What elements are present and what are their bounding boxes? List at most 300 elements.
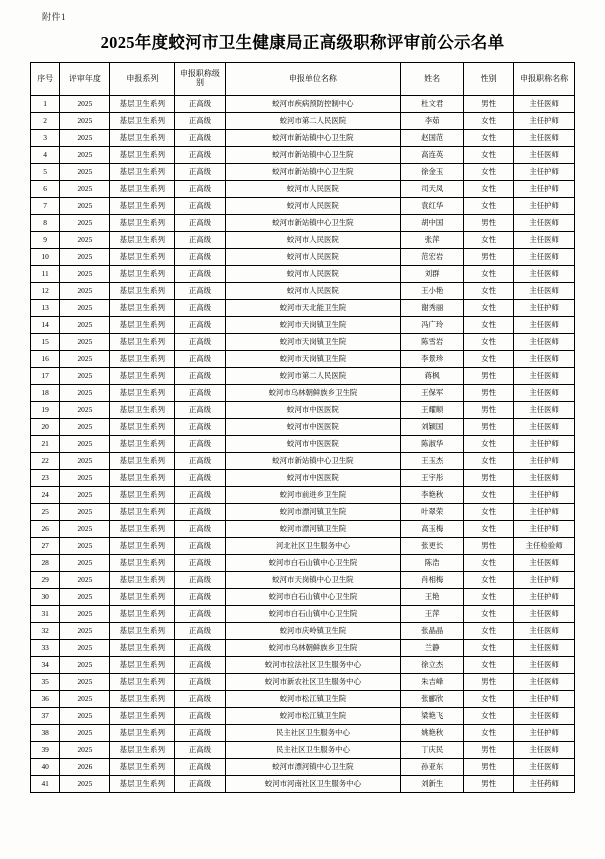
cell-name: 谢秀丽 (401, 300, 464, 317)
cell-year: 2025 (60, 487, 110, 504)
table-row (31, 300, 575, 317)
cell-index: 12 (31, 283, 60, 300)
cell-unit: 蛟河市新站镇中心卫生院 (225, 147, 401, 164)
table-row (31, 215, 575, 232)
cell-level: 正高级 (175, 317, 225, 334)
cell-name: 李茹 (401, 113, 464, 130)
cell-unit: 蛟河市人民医院 (225, 232, 401, 249)
cell-name: 丁庆民 (401, 742, 464, 759)
cell-name: 张更长 (401, 538, 464, 555)
cell-unit: 蛟河市中医医院 (225, 402, 401, 419)
cell-unit: 民主社区卫生服务中心 (225, 725, 401, 742)
cell-gender: 女性 (464, 691, 514, 708)
cell-title: 主任医师 (514, 623, 575, 640)
cell-unit: 蛟河市天岗镇卫生院 (225, 317, 401, 334)
cell-gender: 女性 (464, 300, 514, 317)
cell-unit: 蛟河市庆岭镇卫生院 (225, 623, 401, 640)
cell-name: 范宏岩 (401, 249, 464, 266)
cell-gender: 女性 (464, 623, 514, 640)
cell-gender: 女性 (464, 504, 514, 521)
table-row (31, 283, 575, 300)
cell-unit: 蛟河市第二人民医院 (225, 368, 401, 385)
cell-level: 正高级 (175, 589, 225, 606)
cell-index: 3 (31, 130, 60, 147)
cell-index: 40 (31, 759, 60, 776)
cell-unit: 蛟河市漂河镇中心卫生院 (225, 759, 401, 776)
cell-unit: 蛟河市天岗镇卫生院 (225, 351, 401, 368)
cell-gender: 男性 (464, 96, 514, 113)
cell-series: 基层卫生系列 (110, 725, 175, 742)
cell-year: 2025 (60, 300, 110, 317)
cell-series: 基层卫生系列 (110, 674, 175, 691)
cell-year: 2025 (60, 674, 110, 691)
cell-index: 33 (31, 640, 60, 657)
cell-gender: 男性 (464, 674, 514, 691)
cell-name: 冯广玲 (401, 317, 464, 334)
cell-unit: 蛟河市乌林朝鲜族乡卫生院 (225, 640, 401, 657)
cell-year: 2025 (60, 623, 110, 640)
column-header-year: 评审年度 (60, 63, 110, 96)
cell-level: 正高级 (175, 351, 225, 368)
cell-series: 基层卫生系列 (110, 470, 175, 487)
cell-level: 正高级 (175, 453, 225, 470)
cell-name: 徐立杰 (401, 657, 464, 674)
cell-series: 基层卫生系列 (110, 691, 175, 708)
cell-unit: 蛟河市中医医院 (225, 436, 401, 453)
cell-year: 2025 (60, 232, 110, 249)
cell-gender: 女性 (464, 317, 514, 334)
cell-title: 主任护师 (514, 521, 575, 538)
cell-series: 基层卫生系列 (110, 504, 175, 521)
table-row (31, 232, 575, 249)
cell-index: 35 (31, 674, 60, 691)
cell-year: 2025 (60, 470, 110, 487)
cell-index: 30 (31, 589, 60, 606)
cell-index: 41 (31, 776, 60, 793)
cell-title: 主任医师 (514, 470, 575, 487)
cell-gender: 男性 (464, 385, 514, 402)
cell-name: 兰静 (401, 640, 464, 657)
cell-gender: 女性 (464, 181, 514, 198)
column-header-unit: 申报单位名称 (225, 63, 401, 96)
cell-year: 2025 (60, 130, 110, 147)
cell-index: 18 (31, 385, 60, 402)
cell-name: 陈淑华 (401, 436, 464, 453)
cell-title: 主任医师 (514, 640, 575, 657)
cell-series: 基层卫生系列 (110, 334, 175, 351)
table-row (31, 436, 575, 453)
cell-gender: 男性 (464, 368, 514, 385)
cell-title: 主任护师 (514, 113, 575, 130)
table-row (31, 385, 575, 402)
cell-level: 正高级 (175, 657, 225, 674)
roster-table-body (31, 96, 575, 793)
table-row (31, 470, 575, 487)
cell-unit: 蛟河市中医医院 (225, 470, 401, 487)
cell-index: 8 (31, 215, 60, 232)
cell-gender: 男性 (464, 402, 514, 419)
table-row (31, 351, 575, 368)
cell-level: 正高级 (175, 725, 225, 742)
cell-title: 主任医师 (514, 334, 575, 351)
cell-level: 正高级 (175, 385, 225, 402)
cell-index: 7 (31, 198, 60, 215)
cell-unit: 蛟河市白石山镇中心卫生院 (225, 555, 401, 572)
table-row (31, 368, 575, 385)
column-header-series: 申报系列 (110, 63, 175, 96)
table-row (31, 657, 575, 674)
cell-level: 正高级 (175, 96, 225, 113)
cell-unit: 蛟河市乌林朝鲜族乡卫生院 (225, 385, 401, 402)
cell-gender: 男性 (464, 776, 514, 793)
cell-name: 朱吉峰 (401, 674, 464, 691)
cell-series: 基层卫生系列 (110, 130, 175, 147)
cell-title: 主任医师 (514, 147, 575, 164)
cell-title: 主任护师 (514, 453, 575, 470)
cell-unit: 蛟河市前进乡卫生院 (225, 487, 401, 504)
cell-index: 34 (31, 657, 60, 674)
cell-series: 基层卫生系列 (110, 147, 175, 164)
table-row (31, 113, 575, 130)
cell-index: 29 (31, 572, 60, 589)
cell-year: 2025 (60, 742, 110, 759)
cell-index: 36 (31, 691, 60, 708)
cell-name: 孙亚东 (401, 759, 464, 776)
cell-title: 主任医师 (514, 368, 575, 385)
cell-gender: 男性 (464, 742, 514, 759)
cell-name: 姚艳秋 (401, 725, 464, 742)
cell-year: 2025 (60, 283, 110, 300)
cell-level: 正高级 (175, 300, 225, 317)
cell-series: 基层卫生系列 (110, 113, 175, 130)
cell-year: 2025 (60, 453, 110, 470)
cell-title: 主任医师 (514, 130, 575, 147)
cell-series: 基层卫生系列 (110, 215, 175, 232)
cell-series: 基层卫生系列 (110, 402, 175, 419)
cell-index: 17 (31, 368, 60, 385)
cell-level: 正高级 (175, 606, 225, 623)
cell-gender: 女性 (464, 487, 514, 504)
cell-level: 正高级 (175, 691, 225, 708)
cell-index: 27 (31, 538, 60, 555)
cell-level: 正高级 (175, 674, 225, 691)
table-row (31, 130, 575, 147)
table-row (31, 504, 575, 521)
cell-level: 正高级 (175, 249, 225, 266)
cell-name: 司天凤 (401, 181, 464, 198)
cell-name: 王保军 (401, 385, 464, 402)
cell-series: 基层卫生系列 (110, 96, 175, 113)
cell-name: 高玉梅 (401, 521, 464, 538)
cell-title: 主任药师 (514, 776, 575, 793)
cell-index: 23 (31, 470, 60, 487)
cell-year: 2025 (60, 657, 110, 674)
cell-unit: 蛟河市漂河镇卫生院 (225, 504, 401, 521)
cell-title: 主任护师 (514, 436, 575, 453)
table-row (31, 776, 575, 793)
cell-title: 主任护师 (514, 487, 575, 504)
table-row (31, 334, 575, 351)
cell-series: 基层卫生系列 (110, 555, 175, 572)
table-row (31, 487, 575, 504)
cell-name: 王萍 (401, 606, 464, 623)
cell-level: 正高级 (175, 555, 225, 572)
cell-index: 38 (31, 725, 60, 742)
cell-year: 2025 (60, 589, 110, 606)
cell-level: 正高级 (175, 742, 225, 759)
cell-gender: 女性 (464, 283, 514, 300)
cell-series: 基层卫生系列 (110, 776, 175, 793)
cell-title: 主任护师 (514, 300, 575, 317)
cell-index: 25 (31, 504, 60, 521)
column-header-gender: 性别 (464, 63, 514, 96)
cell-unit: 民主社区卫生服务中心 (225, 742, 401, 759)
cell-title: 主任检验师 (514, 538, 575, 555)
cell-gender: 男性 (464, 538, 514, 555)
table-row (31, 606, 575, 623)
cell-index: 1 (31, 96, 60, 113)
column-header-title: 申报职称名称 (514, 63, 575, 96)
cell-name: 刘颖国 (401, 419, 464, 436)
cell-level: 正高级 (175, 130, 225, 147)
table-row (31, 453, 575, 470)
cell-level: 正高级 (175, 266, 225, 283)
table-row (31, 266, 575, 283)
cell-year: 2025 (60, 249, 110, 266)
cell-index: 5 (31, 164, 60, 181)
cell-index: 20 (31, 419, 60, 436)
cell-index: 21 (31, 436, 60, 453)
table-row (31, 708, 575, 725)
table-row (31, 147, 575, 164)
cell-year: 2025 (60, 351, 110, 368)
cell-title: 主任护师 (514, 198, 575, 215)
cell-level: 正高级 (175, 572, 225, 589)
cell-gender: 女性 (464, 453, 514, 470)
cell-title: 主任医师 (514, 317, 575, 334)
table-row (31, 181, 575, 198)
cell-title: 主任护师 (514, 164, 575, 181)
cell-name: 徐金玉 (401, 164, 464, 181)
cell-year: 2025 (60, 776, 110, 793)
cell-level: 正高级 (175, 436, 225, 453)
cell-title: 主任护师 (514, 181, 575, 198)
cell-year: 2025 (60, 368, 110, 385)
cell-level: 正高级 (175, 283, 225, 300)
cell-unit: 蛟河市新站镇中心卫生院 (225, 453, 401, 470)
cell-series: 基层卫生系列 (110, 317, 175, 334)
cell-year: 2025 (60, 164, 110, 181)
cell-level: 正高级 (175, 776, 225, 793)
table-row (31, 572, 575, 589)
cell-name: 陈浩 (401, 555, 464, 572)
cell-unit: 蛟河市新农社区卫生服务中心 (225, 674, 401, 691)
cell-name: 赵国范 (401, 130, 464, 147)
cell-year: 2025 (60, 385, 110, 402)
table-row (31, 623, 575, 640)
cell-year: 2025 (60, 640, 110, 657)
cell-unit: 蛟河市河南社区卫生服务中心 (225, 776, 401, 793)
cell-year: 2025 (60, 317, 110, 334)
table-row (31, 164, 575, 181)
table-header-row (31, 63, 575, 96)
cell-series: 基层卫生系列 (110, 572, 175, 589)
cell-name: 王艳 (401, 589, 464, 606)
cell-level: 正高级 (175, 640, 225, 657)
cell-gender: 女性 (464, 436, 514, 453)
cell-series: 基层卫生系列 (110, 589, 175, 606)
cell-level: 正高级 (175, 368, 225, 385)
cell-gender: 男性 (464, 759, 514, 776)
cell-gender: 女性 (464, 589, 514, 606)
cell-name: 王耀顺 (401, 402, 464, 419)
cell-unit: 蛟河市人民医院 (225, 249, 401, 266)
cell-name: 刘新生 (401, 776, 464, 793)
cell-gender: 女性 (464, 351, 514, 368)
cell-gender: 男性 (464, 249, 514, 266)
cell-title: 主任医师 (514, 215, 575, 232)
cell-year: 2025 (60, 555, 110, 572)
cell-name: 胡中国 (401, 215, 464, 232)
cell-name: 王小艳 (401, 283, 464, 300)
cell-gender: 女性 (464, 147, 514, 164)
cell-series: 基层卫生系列 (110, 164, 175, 181)
cell-series: 基层卫生系列 (110, 232, 175, 249)
cell-unit: 蛟河市新站镇中心卫生院 (225, 215, 401, 232)
cell-name: 叶翠荣 (401, 504, 464, 521)
cell-title: 主任医师 (514, 385, 575, 402)
cell-name: 李艳秋 (401, 487, 464, 504)
cell-title: 主任医师 (514, 232, 575, 249)
cell-unit: 蛟河市松江镇卫生院 (225, 691, 401, 708)
cell-level: 正高级 (175, 538, 225, 555)
cell-unit: 河北社区卫生服务中心 (225, 538, 401, 555)
cell-year: 2025 (60, 538, 110, 555)
cell-unit: 蛟河市松江镇卫生院 (225, 708, 401, 725)
cell-gender: 女性 (464, 334, 514, 351)
cell-series: 基层卫生系列 (110, 249, 175, 266)
cell-year: 2025 (60, 96, 110, 113)
cell-title: 主任医师 (514, 555, 575, 572)
cell-name: 杜文君 (401, 96, 464, 113)
cell-series: 基层卫生系列 (110, 640, 175, 657)
table-row (31, 589, 575, 606)
cell-index: 26 (31, 521, 60, 538)
cell-gender: 女性 (464, 555, 514, 572)
table-row (31, 249, 575, 266)
roster-table (30, 62, 575, 793)
cell-level: 正高级 (175, 487, 225, 504)
cell-index: 14 (31, 317, 60, 334)
cell-index: 16 (31, 351, 60, 368)
cell-unit: 蛟河市新站镇中心卫生院 (225, 164, 401, 181)
cell-title: 主任护师 (514, 691, 575, 708)
page-title: 2025年度蛟河市卫生健康局正高级职称评审前公示名单 (100, 33, 505, 52)
cell-year: 2025 (60, 572, 110, 589)
cell-series: 基层卫生系列 (110, 606, 175, 623)
cell-title: 主任医师 (514, 708, 575, 725)
cell-index: 9 (31, 232, 60, 249)
cell-unit: 蛟河市天北能卫生院 (225, 300, 401, 317)
cell-unit: 蛟河市白石山镇中心卫生院 (225, 606, 401, 623)
cell-gender: 女性 (464, 113, 514, 130)
cell-year: 2025 (60, 725, 110, 742)
cell-gender: 女性 (464, 232, 514, 249)
table-row (31, 742, 575, 759)
cell-level: 正高级 (175, 198, 225, 215)
cell-gender: 女性 (464, 606, 514, 623)
attachment-label: 附件1 (42, 12, 67, 22)
column-header-name: 姓名 (401, 63, 464, 96)
cell-level: 正高级 (175, 623, 225, 640)
cell-series: 基层卫生系列 (110, 266, 175, 283)
cell-year: 2025 (60, 198, 110, 215)
cell-title: 主任医师 (514, 266, 575, 283)
cell-title: 主任医师 (514, 742, 575, 759)
table-row (31, 674, 575, 691)
cell-level: 正高级 (175, 470, 225, 487)
cell-unit: 蛟河市人民医院 (225, 283, 401, 300)
table-row (31, 538, 575, 555)
cell-gender: 男性 (464, 215, 514, 232)
cell-index: 28 (31, 555, 60, 572)
cell-title: 主任医师 (514, 606, 575, 623)
cell-year: 2025 (60, 521, 110, 538)
cell-series: 基层卫生系列 (110, 300, 175, 317)
table-row (31, 691, 575, 708)
cell-name: 高连英 (401, 147, 464, 164)
cell-year: 2025 (60, 504, 110, 521)
cell-unit: 蛟河市人民医院 (225, 266, 401, 283)
cell-series: 基层卫生系列 (110, 368, 175, 385)
cell-name: 肖相梅 (401, 572, 464, 589)
table-row (31, 198, 575, 215)
cell-year: 2025 (60, 215, 110, 232)
cell-index: 6 (31, 181, 60, 198)
cell-year: 2025 (60, 708, 110, 725)
cell-series: 基层卫生系列 (110, 419, 175, 436)
cell-level: 正高级 (175, 181, 225, 198)
cell-series: 基层卫生系列 (110, 521, 175, 538)
cell-level: 正高级 (175, 334, 225, 351)
cell-index: 4 (31, 147, 60, 164)
cell-name: 李景珍 (401, 351, 464, 368)
cell-unit: 蛟河市天岗镇中心卫生院 (225, 572, 401, 589)
cell-level: 正高级 (175, 759, 225, 776)
cell-level: 正高级 (175, 521, 225, 538)
cell-title: 主任医师 (514, 249, 575, 266)
cell-title: 主任医师 (514, 657, 575, 674)
cell-gender: 女性 (464, 164, 514, 181)
table-row (31, 402, 575, 419)
cell-series: 基层卫生系列 (110, 487, 175, 504)
cell-series: 基层卫生系列 (110, 708, 175, 725)
table-row (31, 640, 575, 657)
cell-gender: 女性 (464, 725, 514, 742)
cell-name: 刘群 (401, 266, 464, 283)
cell-year: 2026 (60, 759, 110, 776)
cell-year: 2025 (60, 266, 110, 283)
cell-series: 基层卫生系列 (110, 283, 175, 300)
cell-level: 正高级 (175, 504, 225, 521)
cell-name: 袁红华 (401, 198, 464, 215)
cell-unit: 蛟河市人民医院 (225, 181, 401, 198)
cell-year: 2025 (60, 606, 110, 623)
cell-year: 2025 (60, 181, 110, 198)
cell-name: 王玉杰 (401, 453, 464, 470)
cell-unit: 蛟河市人民医院 (225, 198, 401, 215)
table-row (31, 521, 575, 538)
